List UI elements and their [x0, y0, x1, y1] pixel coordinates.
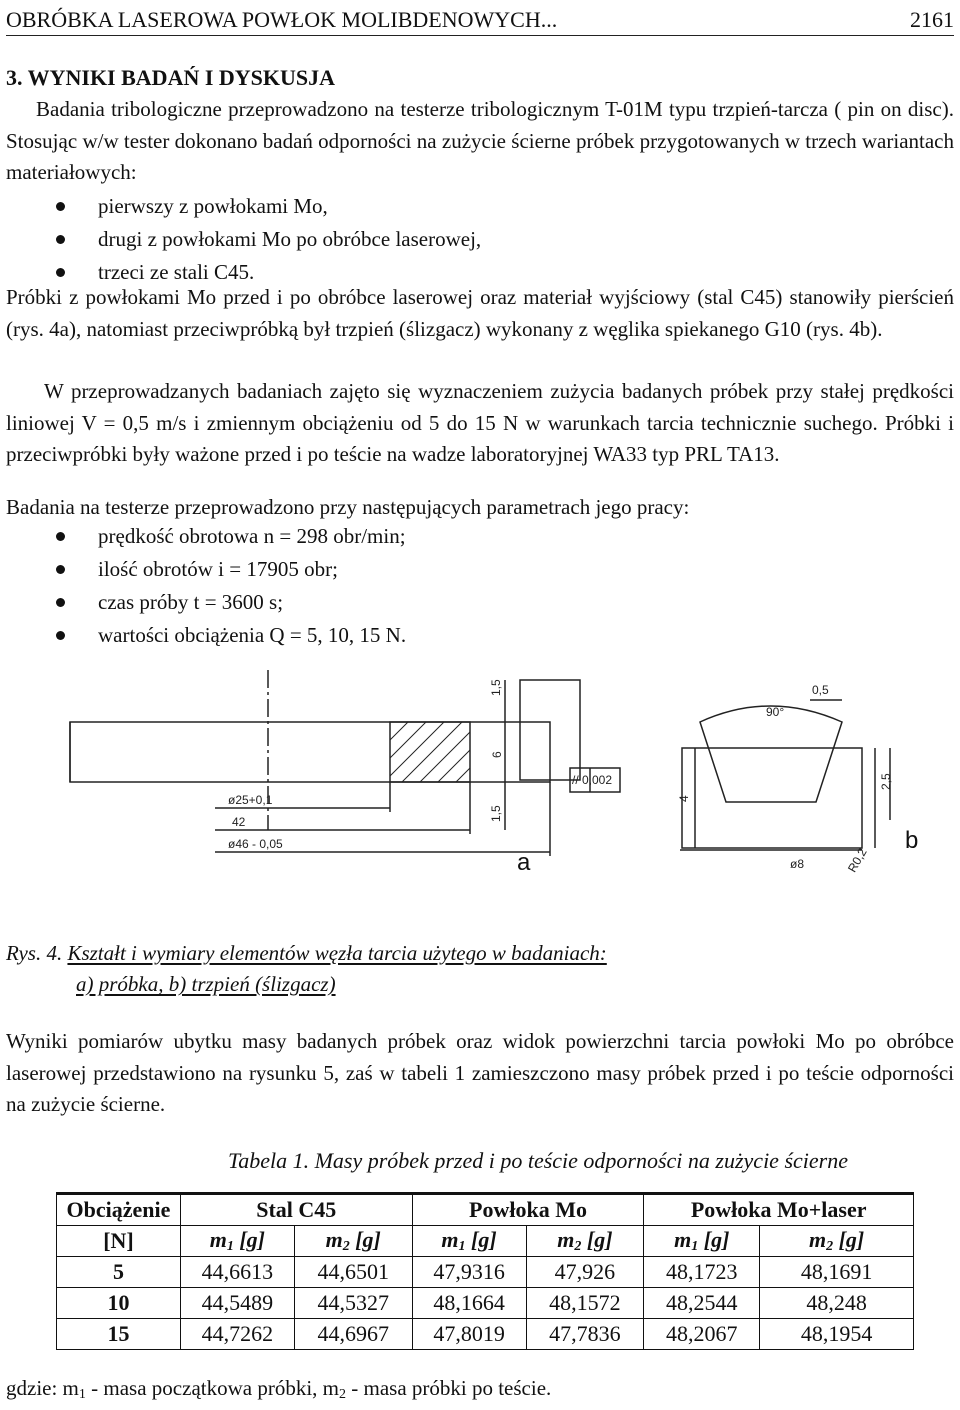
table-cell: 47,7836 — [526, 1319, 644, 1350]
dim-4: 4 — [677, 795, 691, 802]
table-sub-m1: m1 [g] — [180, 1226, 294, 1257]
running-header — [6, 2, 954, 36]
dim-1-5-top: 1,5 — [489, 679, 503, 696]
mass-table — [56, 1192, 914, 1350]
table-sub-m1: m1 [g] — [412, 1226, 526, 1257]
table-cell: 48,2067 — [644, 1319, 760, 1350]
table-cell: 47,926 — [526, 1257, 644, 1288]
variants-list — [6, 190, 954, 289]
table-sub-m2: m2 [g] — [760, 1226, 914, 1257]
list-item: ilość obrotów i = 17905 obr; — [6, 553, 954, 586]
list-item: czas próby t = 3600 s; — [6, 586, 954, 619]
paragraph-params-intro: Badania na testerze przeprowadzono przy następujących parametrach jego pracy: — [6, 495, 690, 519]
caption-line-1: Kształt i wymiary elementów węzła tarcia użytego w badaniach: — [67, 941, 607, 965]
dim-pin-diameter: ø8 — [790, 857, 805, 871]
dim-inner-diameter: ø25+0,1 — [228, 793, 273, 807]
list-item: prędkość obrotowa n = 298 obr/min; — [6, 520, 954, 553]
table-group-mo-laser: Powłoka Mo+laser — [644, 1194, 914, 1226]
table-cell: 48,1664 — [412, 1288, 526, 1319]
list-item: trzeci ze stali C45. — [6, 256, 954, 289]
caption-lead: Rys. 4. — [6, 941, 63, 965]
paragraph-intro: Badania tribologiczne przeprowadzono na testerze tribologicznym T-01M typu trzpień-tarcza ( pin on disc). Stosując w/w tester dokonano badań odporności na zużycie ścierne próbek przygotowanych w trzech wariantach materiałowych: — [6, 97, 954, 184]
table-title: Tabela 1. Masy próbek przed i po teście odporności na zużycie ścierne — [228, 1148, 848, 1173]
table-cell: 44,7262 — [180, 1319, 294, 1350]
header-title: OBRÓBKA LASEROWA POWŁOK MOLIBDENOWYCH... — [6, 7, 558, 32]
table-cell: 44,6967 — [294, 1319, 412, 1350]
dim-outer-diameter: ø46 - 0,05 — [228, 837, 283, 851]
table-cell: 44,6613 — [180, 1257, 294, 1288]
list-item: drugi z powłokami Mo po obróbce laserowej, — [6, 223, 954, 256]
table-cell: 44,6501 — [294, 1257, 412, 1288]
table-footnote: gdzie: m1 - masa początkowa próbki, m2 - masa próbki po teście. — [6, 1376, 552, 1402]
caption-line-2: a) próbka, b) trzpień (ślizgacz) — [76, 972, 336, 996]
list-item: pierwszy z powłokami Mo, — [6, 190, 954, 223]
table-row — [57, 1288, 914, 1319]
page-number: 2161 — [910, 7, 954, 32]
table-cell: 44,5327 — [294, 1288, 412, 1319]
dim-6: 6 — [490, 751, 504, 758]
table-head-load-1: Obciążenie — [57, 1194, 181, 1226]
table-cell: 47,8019 — [412, 1319, 526, 1350]
table-row — [57, 1319, 914, 1350]
table-cell: 48,248 — [760, 1288, 914, 1319]
dim-parallelism: // 0,002 — [572, 773, 613, 787]
table-sub-m1: m1 [g] — [644, 1226, 760, 1257]
paragraph-samples: Próbki z powłokami Mo przed i po obróbce laserowej oraz materiał wyjściowy (stal C45) stanowiły pierścień (rys. 4a), natomiast przeciwpróbką był trzpień (ślizgacz) wykonany z węglika spiekanego G10 (rys. 4b). — [6, 285, 954, 341]
table-cell-load: 10 — [57, 1288, 181, 1319]
table-group-mo: Powłoka Mo — [412, 1194, 644, 1226]
technical-drawing — [0, 660, 960, 905]
table-cell-load: 15 — [57, 1319, 181, 1350]
table-cell: 48,1572 — [526, 1288, 644, 1319]
table-head-load-2: [N] — [57, 1226, 181, 1257]
dim-2-5: 2,5 — [879, 773, 893, 790]
paragraph-method: W przeprowadzanych badaniach zajęto się wyznaczeniem zużycia badanych próbek przy stałej prędkości liniowej V = 0,5 m/s i zmiennym obciążeniu od 5 do 15 N w warunkach tarcia technicznie suchego. Próbki i przeciwpróbki były ważone przed i po teście na wadze laboratoryjnej WA33 typ PRL TA13. — [6, 379, 954, 466]
table-cell-load: 5 — [57, 1257, 181, 1288]
table-cell: 48,1691 — [760, 1257, 914, 1288]
table-cell: 48,1954 — [760, 1319, 914, 1350]
parameters-list — [6, 520, 954, 652]
table-row — [57, 1257, 914, 1288]
dim-0-5: 0,5 — [812, 683, 829, 697]
dim-radius: R0,2 — [844, 845, 870, 875]
table-sub-m2: m2 [g] — [526, 1226, 644, 1257]
table-cell: 48,1723 — [644, 1257, 760, 1288]
table-cell: 47,9316 — [412, 1257, 526, 1288]
table-sub-m2: m2 [g] — [294, 1226, 412, 1257]
list-item: wartości obciążenia Q = 5, 10, 15 N. — [6, 619, 954, 652]
dim-1-5-bottom: 1,5 — [489, 805, 503, 822]
figure-label-b: b — [905, 827, 919, 854]
table-group-c45: Stal C45 — [180, 1194, 412, 1226]
table-cell: 44,5489 — [180, 1288, 294, 1319]
dim-42: 42 — [232, 815, 246, 829]
figure-label-a: a — [517, 849, 531, 876]
table-cell: 48,2544 — [644, 1288, 760, 1319]
paragraph-results: Wyniki pomiarów ubytku masy badanych próbek oraz widok powierzchni tarcia powłoki Mo po obróbce laserowej przedstawiono na rysunku 5, zaś w tabeli 1 zamieszczono masy próbek przed i po teście odporności na zużycie ścierne. — [6, 1029, 954, 1116]
figure-caption — [6, 938, 607, 1000]
section-heading: 3. WYNIKI BADAŃ I DYSKUSJA — [6, 65, 336, 90]
dim-angle: 90° — [766, 705, 785, 719]
